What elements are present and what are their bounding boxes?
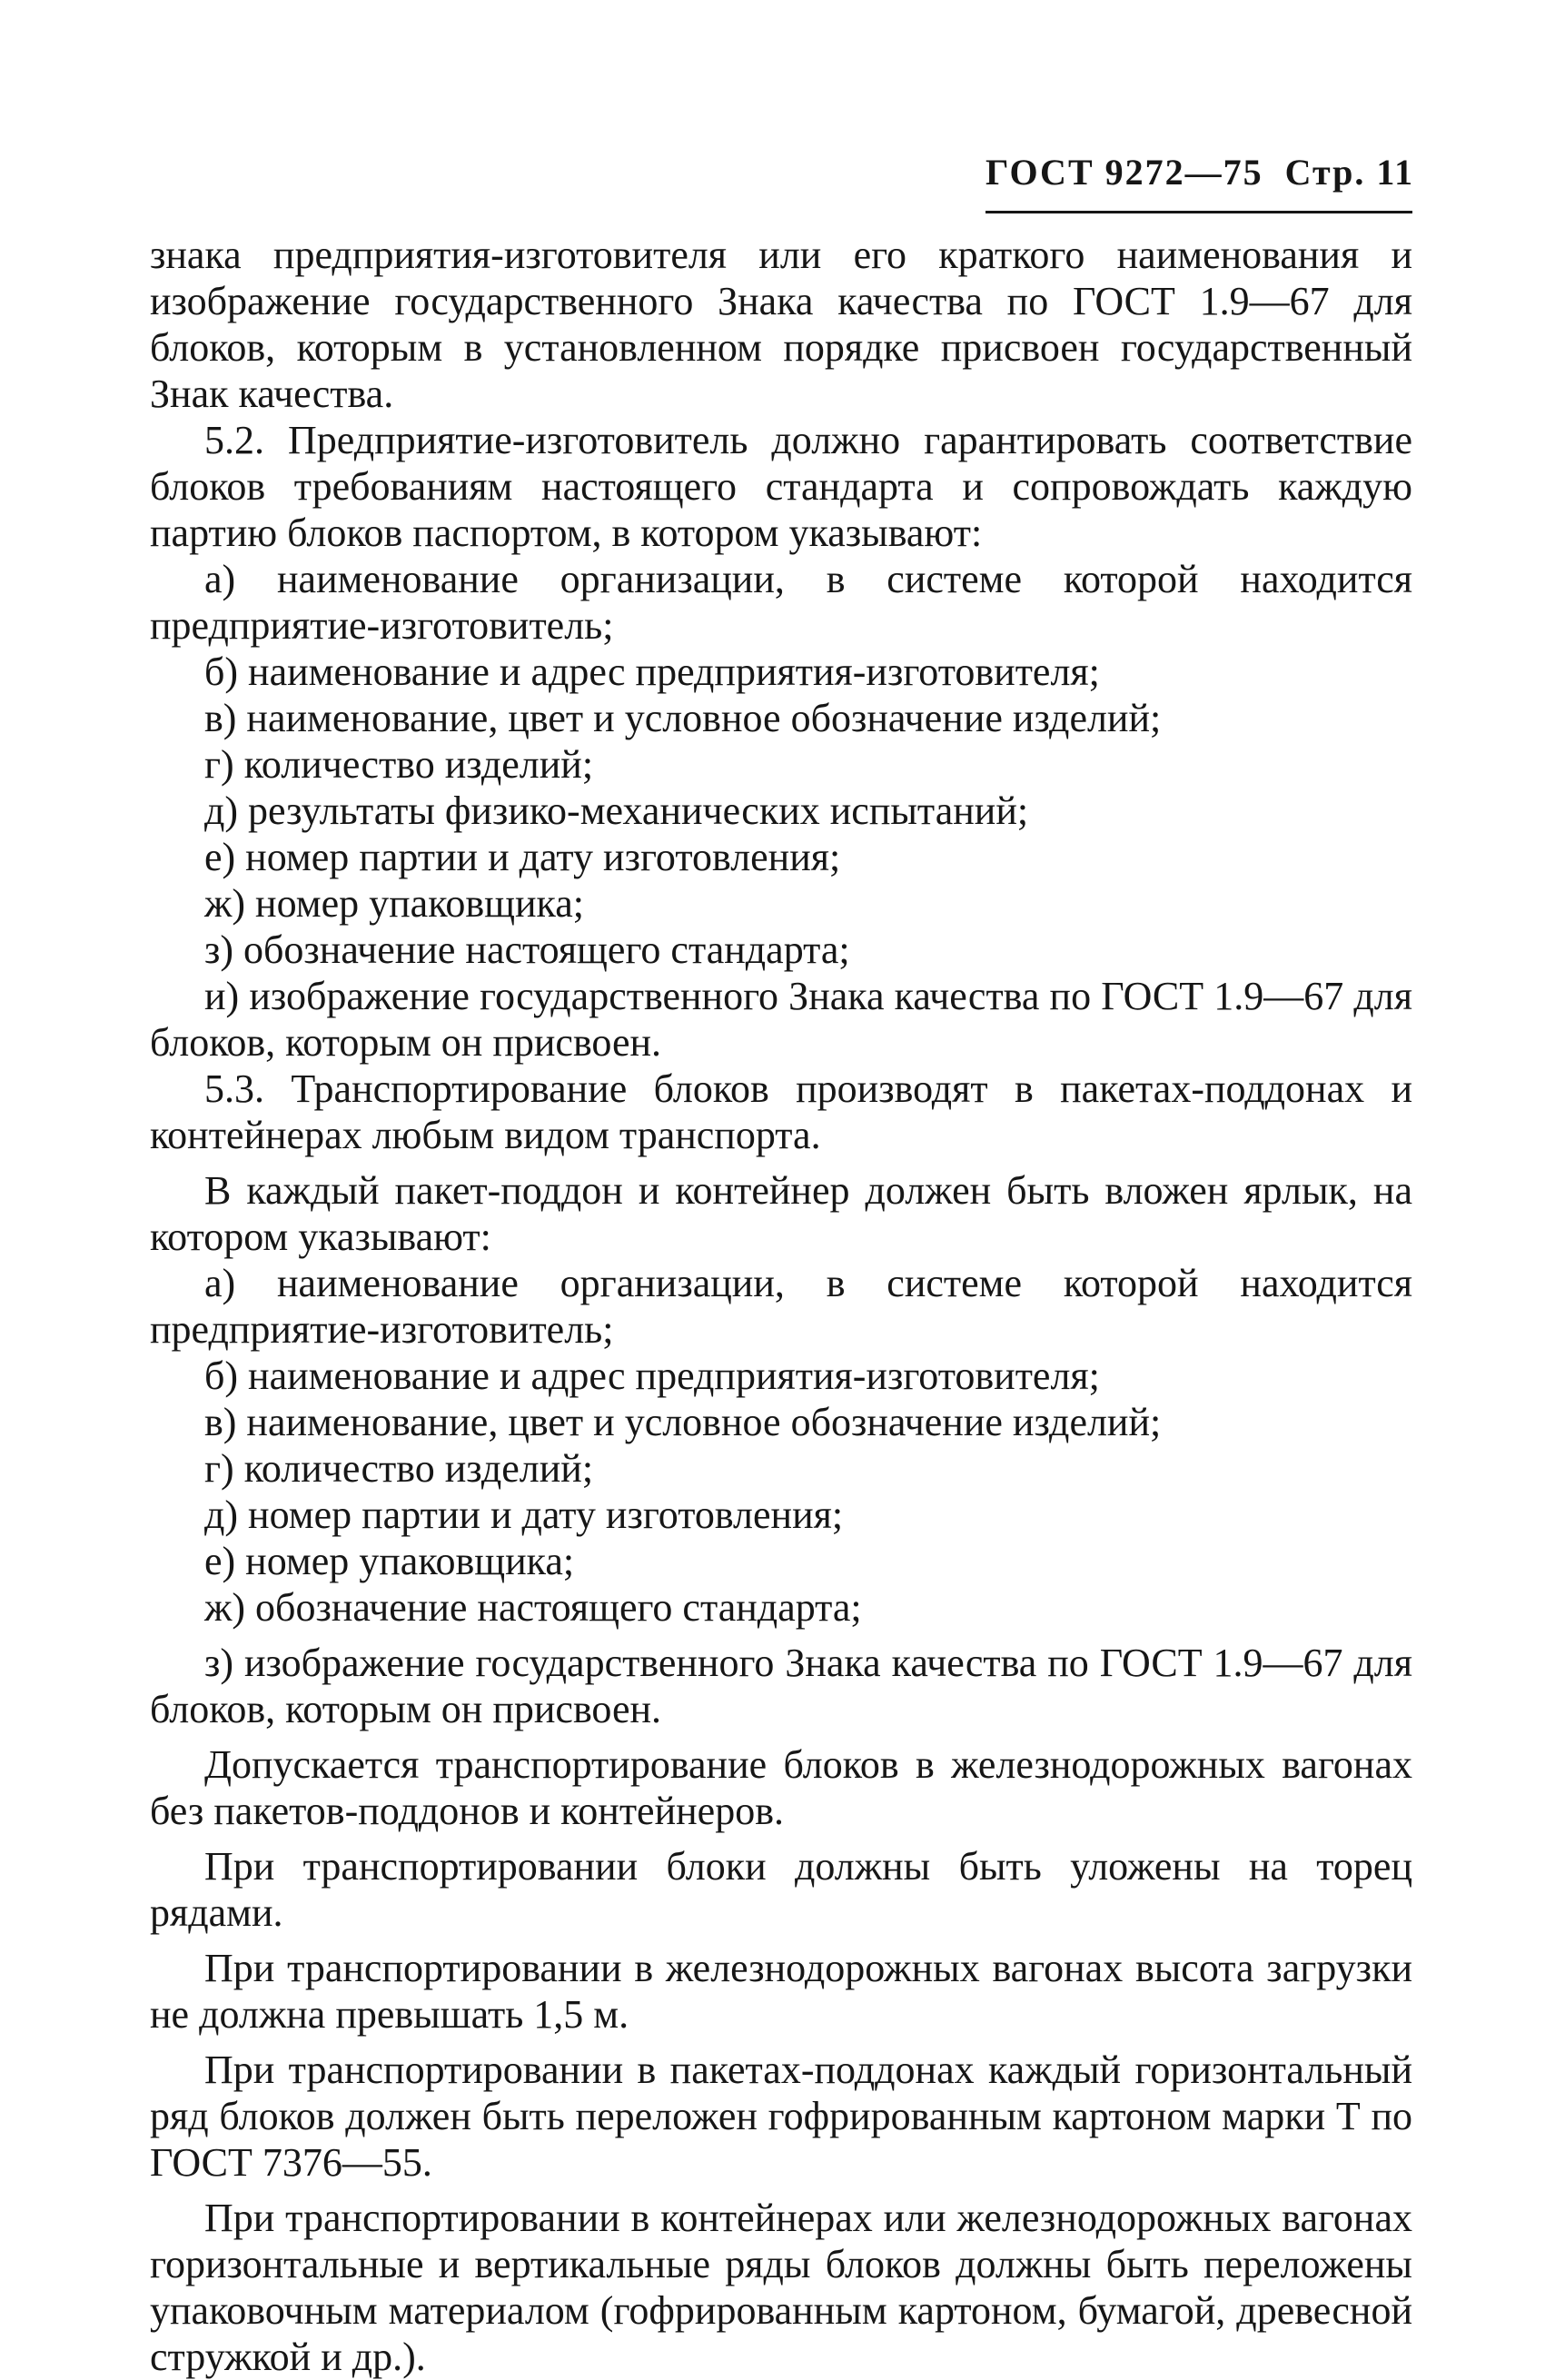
list-item: а) наименование организации, в системе которой находится предприятие-изготовитель; xyxy=(150,557,1412,648)
list-item: г) количество изделий; xyxy=(204,742,594,787)
list-item: е) номер упаковщика; xyxy=(204,1539,575,1583)
list-item: г) количество изделий; xyxy=(204,1446,594,1491)
list-item: в) наименование, цвет и условное обозначение изделий; xyxy=(204,1400,1162,1444)
list-item: е) номер партии и дату изготовления; xyxy=(204,835,841,879)
list-item: ж) номер упаковщика; xyxy=(204,881,585,926)
list-item: д) номер партии и дату изготовления; xyxy=(204,1492,844,1537)
section-5-2-list xyxy=(150,556,1412,1066)
header-rule xyxy=(985,211,1412,213)
standard-number: ГОСТ 9272—75 xyxy=(985,152,1263,193)
intro-paragraph: знака предприятия-изготовителя или его краткого наименования и изображение государственного Знака качества по ГОСТ 1.9—67 для блоков, которым в установленном порядке присвоен государственный Знак качества. xyxy=(150,233,1412,416)
list-item: б) наименование и адрес предприятия-изготовителя; xyxy=(204,1354,1100,1398)
section-5-3-paragraph: 5.3. Транспортирование блоков производят в пакетах-поддонах и контейнерах любым видом транспорта. xyxy=(150,1066,1412,1157)
list-item: з) изображение государственного Знака качества по ГОСТ 1.9—67 для блоков, которым он присвоен. xyxy=(150,1641,1412,1731)
list-item: в) наименование, цвет и условное обозначение изделий; xyxy=(204,696,1162,740)
page-number: Стр. 11 xyxy=(1284,152,1415,193)
list-item: д) результаты физико-механических испытаний; xyxy=(204,788,1029,833)
list-item: б) наименование и адрес предприятия-изготовителя; xyxy=(204,650,1100,694)
transport-paragraph: Допускается транспортирование блоков в железнодорожных вагонах без пакетов-поддонов и контейнеров. xyxy=(150,1742,1412,1833)
transport-paragraph: При транспортировании в железнодорожных вагонах высота загрузки не должна превышать 1,5 м. xyxy=(150,1946,1412,2037)
section-5-3-list xyxy=(150,1260,1412,1732)
section-5-2-paragraph: 5.2. Предприятие-изготовитель должно гарантировать соответствие блоков требованиям настоящего стандарта и сопровождать каждую партию блоков паспортом, в котором указывают: xyxy=(150,418,1412,555)
list-item: ж) обозначение настоящего стандарта; xyxy=(204,1585,862,1630)
transport-paragraph: При транспортировании блоки должны быть уложены на торец рядами. xyxy=(150,1844,1412,1935)
transport-paragraph: При транспортировании в пакетах-поддонах каждый горизонтальный ряд блоков должен быть переложен гофрированным картоном марки Т по ГОСТ 7376—55. xyxy=(150,2048,1412,2185)
label-intro-paragraph: В каждый пакет-поддон и контейнер должен быть вложен ярлык, на котором указывают: xyxy=(150,1168,1412,1259)
page-header xyxy=(985,151,1415,193)
list-item: з) обозначение настоящего стандарта; xyxy=(204,927,850,972)
list-item: а) наименование организации, в системе которой находится предприятие-изготовитель; xyxy=(150,1261,1412,1352)
document-body xyxy=(150,232,1412,2380)
transport-paragraph: При транспортировании в контейнерах или железнодорожных вагонах горизонтальные и вертикальные ряды блоков должны быть переложены упаковочным материалом (гофрированным картоном, бумагой, древесной стружкой и др.). xyxy=(150,2196,1412,2379)
list-item: и) изображение государственного Знака качества по ГОСТ 1.9—67 для блоков, которым он присвоен. xyxy=(150,974,1412,1065)
